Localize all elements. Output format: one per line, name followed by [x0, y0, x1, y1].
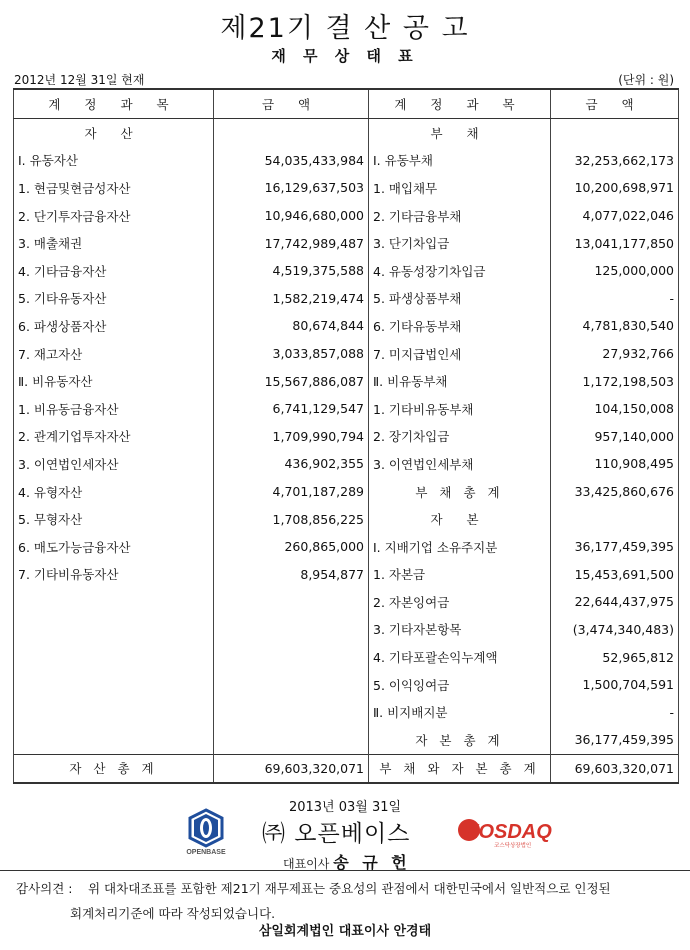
amount-value: 957,140,000 — [551, 423, 679, 451]
amount-value: 125,000,000 — [551, 257, 679, 285]
table-row — [14, 643, 679, 671]
table-row — [14, 340, 679, 368]
table-row — [14, 257, 679, 285]
table-row — [14, 229, 679, 257]
table-row — [14, 423, 679, 451]
balance-sheet-table — [13, 88, 679, 784]
account-name: 6. 기타유동부채 — [369, 312, 551, 340]
account-name: 2. 장기차입금 — [369, 423, 551, 451]
announcement-date: 2013년 03월 31일 — [288, 800, 402, 815]
account-name: 1. 비유동금융자산 — [14, 395, 214, 423]
table-row — [14, 754, 679, 783]
amount-value: 36,177,459,395 — [551, 726, 679, 754]
amount-value: 22,644,437,975 — [551, 588, 679, 616]
column-header-account: 계 정 과 목 — [14, 89, 214, 119]
table-row — [14, 147, 679, 175]
amount-value: 1,172,198,503 — [551, 367, 679, 395]
amount-value: 8,954,877 — [214, 561, 369, 589]
openbase-logo-text: OPENBASE — [186, 849, 226, 856]
statement-title: 재 무 상 태 표 — [271, 47, 419, 65]
amount-value: 4,701,187,289 — [214, 478, 369, 506]
amount-value: 15,567,886,087 — [214, 367, 369, 395]
table-row — [14, 533, 679, 561]
account-name: 2. 자본잉여금 — [369, 588, 551, 616]
table-header-row — [14, 89, 679, 119]
table-body — [14, 119, 679, 784]
account-name: 자 산 — [14, 119, 214, 147]
amount-value: 16,129,637,503 — [214, 174, 369, 202]
column-header-account: 계 정 과 목 — [369, 89, 551, 119]
amount-value: - — [551, 285, 679, 313]
account-name — [14, 698, 214, 726]
amount-value: 80,674,844 — [214, 312, 369, 340]
amount-value: 1,708,856,225 — [214, 505, 369, 533]
openbase-logo — [170, 808, 242, 856]
amount-value — [551, 505, 679, 533]
account-name: Ⅰ. 유동부채 — [369, 147, 551, 175]
account-name: Ⅱ. 비지배지분 — [369, 698, 551, 726]
account-name: 1. 매입채무 — [369, 174, 551, 202]
account-name: 1. 기타비유동부채 — [369, 395, 551, 423]
account-name — [14, 726, 214, 754]
table-row — [14, 478, 679, 506]
as-of-date: 2012년 12월 31일 현재 — [14, 73, 145, 87]
table-row — [14, 395, 679, 423]
auditor-name: 삼일회계법인 대표이사 안경태 — [258, 924, 432, 939]
table-row — [14, 698, 679, 726]
account-name — [14, 616, 214, 644]
amount-value: 52,965,812 — [551, 643, 679, 671]
account-name: 5. 기타유동자산 — [14, 285, 214, 313]
account-name: 6. 매도가능금융자산 — [14, 533, 214, 561]
table-row — [14, 505, 679, 533]
account-name: Ⅰ. 지배기업 소유주지분 — [369, 533, 551, 561]
account-name: 2. 관계기업투자자산 — [14, 423, 214, 451]
amount-value: 4,077,022,046 — [551, 202, 679, 230]
kosdaq-logo-text: KOSDAQ — [464, 821, 552, 843]
account-name: Ⅱ. 비유동부채 — [369, 367, 551, 395]
account-name: 7. 재고자산 — [14, 340, 214, 368]
table-row — [14, 367, 679, 395]
table-row — [14, 616, 679, 644]
table-row — [14, 671, 679, 699]
account-name: 1. 현금및현금성자산 — [14, 174, 214, 202]
account-name: 3. 이연법인세자산 — [14, 450, 214, 478]
table-row — [14, 119, 679, 147]
amount-value — [214, 616, 369, 644]
account-name: 7. 기타비유동자산 — [14, 561, 214, 589]
amount-value: 1,709,990,794 — [214, 423, 369, 451]
notice-title: 제21기 결 산 공 고 — [220, 13, 470, 44]
account-name: 7. 미지급법인세 — [369, 340, 551, 368]
table-row — [14, 285, 679, 313]
account-name: 3. 기타자본항목 — [369, 616, 551, 644]
amount-value: 69,603,320,071 — [551, 754, 679, 783]
account-name: 5. 무형자산 — [14, 505, 214, 533]
amount-value: 54,035,433,984 — [214, 147, 369, 175]
amount-value — [214, 671, 369, 699]
account-name: 4. 유동성장기차입금 — [369, 257, 551, 285]
account-name: 부 채 — [369, 119, 551, 147]
account-name — [14, 588, 214, 616]
amount-value: 15,453,691,500 — [551, 561, 679, 589]
account-name: 5. 이익잉여금 — [369, 671, 551, 699]
amount-value: 1,582,219,474 — [214, 285, 369, 313]
audit-opinion-label: 감사의견 : — [16, 881, 73, 896]
table-row — [14, 312, 679, 340]
account-name: 자 산 총 계 — [14, 754, 214, 783]
amount-value: 10,946,680,000 — [214, 202, 369, 230]
amount-value — [214, 726, 369, 754]
column-header-amount: 금 액 — [551, 89, 679, 119]
table-row — [14, 588, 679, 616]
account-name: 2. 기타금융부채 — [369, 202, 551, 230]
amount-value: - — [551, 698, 679, 726]
audit-opinion-text: 위 대차대조표를 포함한 제21기 재무제표는 중요성의 관점에서 대한민국에서 일반적으로 인정된 — [88, 881, 611, 896]
account-name: 부 채 와 자 본 총 계 — [369, 754, 551, 783]
table-row — [14, 561, 679, 589]
account-name: 2. 단기투자금융자산 — [14, 202, 214, 230]
account-name: 1. 자본금 — [369, 561, 551, 589]
account-name: 4. 유형자산 — [14, 478, 214, 506]
kosdaq-logo-subtext: 코스닥상장법인 — [494, 843, 532, 849]
account-name: 4. 기타포괄손익누계액 — [369, 643, 551, 671]
account-name: 부 채 총 계 — [369, 478, 551, 506]
amount-value: 27,932,766 — [551, 340, 679, 368]
amount-value — [214, 643, 369, 671]
account-name — [14, 643, 214, 671]
amount-value — [214, 119, 369, 147]
account-name: 자 본 — [369, 505, 551, 533]
account-name: Ⅱ. 비유동자산 — [14, 367, 214, 395]
divider — [0, 870, 690, 871]
account-name: 4. 기타금융자산 — [14, 257, 214, 285]
table-row — [14, 450, 679, 478]
amount-value: 32,253,662,173 — [551, 147, 679, 175]
account-name: 6. 파생상품자산 — [14, 312, 214, 340]
kosdaq-logo — [456, 816, 568, 850]
amount-value: (3,474,340,483) — [551, 616, 679, 644]
amount-value: 10,200,698,971 — [551, 174, 679, 202]
account-name: Ⅰ. 유동자산 — [14, 147, 214, 175]
amount-value — [214, 698, 369, 726]
company-name: ㈜ 오픈베이스 — [262, 821, 411, 847]
amount-value: 104,150,008 — [551, 395, 679, 423]
amount-value: 33,425,860,676 — [551, 478, 679, 506]
table-row — [14, 174, 679, 202]
amount-value: 110,908,495 — [551, 450, 679, 478]
amount-value: 436,902,355 — [214, 450, 369, 478]
amount-value: 17,742,989,487 — [214, 229, 369, 257]
account-name — [14, 671, 214, 699]
amount-value — [551, 119, 679, 147]
amount-value: 1,500,704,591 — [551, 671, 679, 699]
audit-opinion-text: 회계처리기준에 따라 작성되었습니다. — [70, 906, 276, 921]
amount-value — [214, 588, 369, 616]
ceo-label: 대표이사 — [283, 857, 330, 871]
amount-value: 260,865,000 — [214, 533, 369, 561]
audit-opinion — [16, 876, 680, 926]
amount-value: 13,041,177,850 — [551, 229, 679, 257]
column-header-amount: 금 액 — [214, 89, 369, 119]
currency-unit: (단위 : 원) — [618, 73, 674, 87]
amount-value: 6,741,129,547 — [214, 395, 369, 423]
account-name: 3. 단기차입금 — [369, 229, 551, 257]
table-row — [14, 202, 679, 230]
amount-value: 3,033,857,088 — [214, 340, 369, 368]
account-name: 3. 이연법인세부채 — [369, 450, 551, 478]
table-row — [14, 726, 679, 754]
amount-value: 36,177,459,395 — [551, 533, 679, 561]
amount-value: 69,603,320,071 — [214, 754, 369, 783]
amount-value: 4,781,830,540 — [551, 312, 679, 340]
account-name: 3. 매출채권 — [14, 229, 214, 257]
amount-value: 4,519,375,588 — [214, 257, 369, 285]
account-name: 5. 파생상품부채 — [369, 285, 551, 313]
ceo-name: 송 규 헌 — [333, 853, 411, 872]
account-name: 자 본 총 계 — [369, 726, 551, 754]
